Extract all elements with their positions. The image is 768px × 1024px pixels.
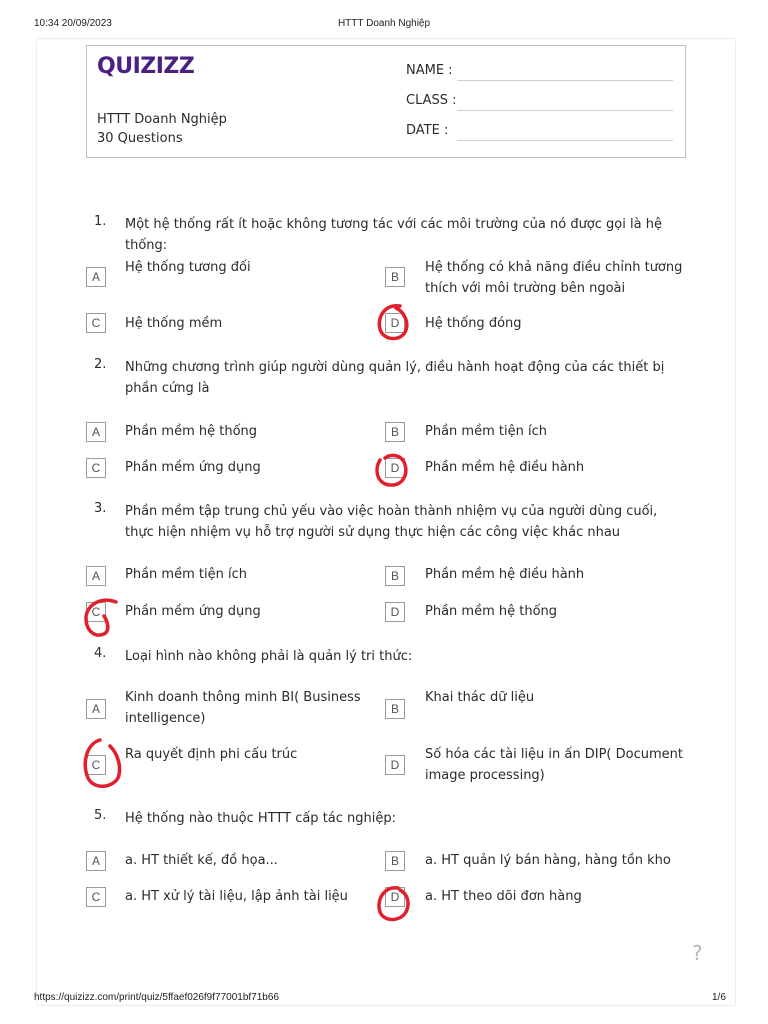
question-number: 5. [94, 808, 107, 823]
option-a-box: A [86, 422, 106, 442]
option-c-text: Phần mềm ứng dụng [125, 460, 261, 475]
class-field [406, 93, 457, 108]
option-a-text: Phần mềm tiện ích [125, 567, 247, 582]
question-number: 4. [94, 646, 107, 661]
quiz-title: HTTT Doanh Nghiệp [97, 112, 227, 127]
name-label: NAME : [406, 63, 453, 78]
option-d-text: Phần mềm hệ thống [425, 604, 558, 619]
option-b-text: Phần mềm hệ điều hành [425, 567, 585, 582]
option-d-box: D [385, 313, 405, 333]
class-line [457, 110, 673, 111]
option-c-box: C [86, 602, 106, 622]
page-number: 1/6 [712, 992, 726, 1003]
option-d-box: D [385, 602, 405, 622]
date-line [457, 140, 673, 141]
quizizz-logo: QUIZIZZ [97, 54, 195, 79]
option-c-box: C [86, 755, 106, 775]
option-b-box: B [385, 566, 405, 586]
option-a-box: A [86, 699, 106, 719]
date-label: DATE : [406, 123, 449, 138]
option-a-box: A [86, 566, 106, 586]
option-b-text: Khai thác dữ liệu [425, 690, 535, 705]
name-field [406, 63, 453, 78]
question-text: Một hệ thống rất ít hoặc không tương tác với các môi trường của nó được gọi là hệ thống: [125, 217, 662, 253]
question-count: 30 Questions [97, 131, 183, 146]
question-number: 3. [94, 501, 107, 516]
question-number: 2. [94, 357, 107, 372]
print-footer [0, 990, 768, 1010]
option-c-text: Phần mềm ứng dụng [125, 604, 261, 619]
option-a-text: Hệ thống tương đối [125, 260, 251, 275]
option-c-box: C [86, 887, 106, 907]
option-d-text: Phần mềm hệ điều hành [425, 460, 585, 475]
option-b-text: a. HT quản lý bán hàng, hàng tồn kho [425, 853, 671, 868]
option-d-text: Số hóa các tài liệu in ấn DIP( Document image processing) [425, 747, 683, 783]
option-c-text: Ra quyết định phi cấu trúc [125, 747, 298, 762]
option-d-box: D [385, 458, 405, 478]
question-text: Phần mềm tập trung chủ yếu vào việc hoàn thành nhiệm vụ của người dùng cuối, thực hiện nhiệm vụ hỗ trợ người sử dụng thực hiện các công việc khác nhau [125, 504, 658, 540]
option-a-box: A [86, 267, 106, 287]
class-label: CLASS : [406, 93, 457, 108]
date-field [406, 123, 448, 138]
print-header [0, 0, 768, 36]
option-c-box: C [86, 313, 106, 333]
question-mark-icon[interactable]: ? [692, 941, 703, 965]
print-url: https://quizizz.com/print/quiz/5ffaef026f9f77001bf71b66 [34, 992, 279, 1003]
option-b-box: B [385, 422, 405, 442]
option-b-text: Hệ thống có khả năng điều chỉnh tương thích với môi trường bên ngoài [425, 260, 683, 296]
option-d-text: Hệ thống đóng [425, 316, 522, 331]
option-c-text: Hệ thống mềm [125, 316, 223, 331]
name-line [457, 80, 673, 81]
option-d-text: a. HT theo dõi đơn hàng [425, 889, 582, 904]
option-a-text: Kinh doanh thông minh BI( Business intelligence) [125, 690, 361, 726]
option-c-box: C [86, 458, 106, 478]
question-text: Những chương trình giúp người dùng quản lý, điều hành hoạt động của các thiết bị phần cứng là [125, 360, 665, 396]
question-text: Hệ thống nào thuộc HTTT cấp tác nghiệp: [125, 811, 397, 826]
print-timestamp: 10:34 20/09/2023 [34, 18, 112, 29]
option-a-box: A [86, 851, 106, 871]
option-c-text: a. HT xử lý tài liệu, lập ảnh tài liệu [125, 889, 348, 904]
question-number: 1. [94, 214, 107, 229]
option-a-text: Phần mềm hệ thống [125, 424, 258, 439]
option-b-text: Phần mềm tiện ích [425, 424, 547, 439]
option-b-box: B [385, 851, 405, 871]
option-b-box: B [385, 267, 405, 287]
question-text: Loại hình nào không phải là quản lý tri thức: [125, 649, 413, 664]
option-b-box: B [385, 699, 405, 719]
option-d-box: D [385, 755, 405, 775]
print-doc-title: HTTT Doanh Nghiệp [337, 18, 431, 29]
option-d-box: D [385, 887, 405, 907]
quiz-header-box [86, 45, 686, 158]
option-a-text: a. HT thiết kế, đồ họa... [125, 853, 278, 868]
